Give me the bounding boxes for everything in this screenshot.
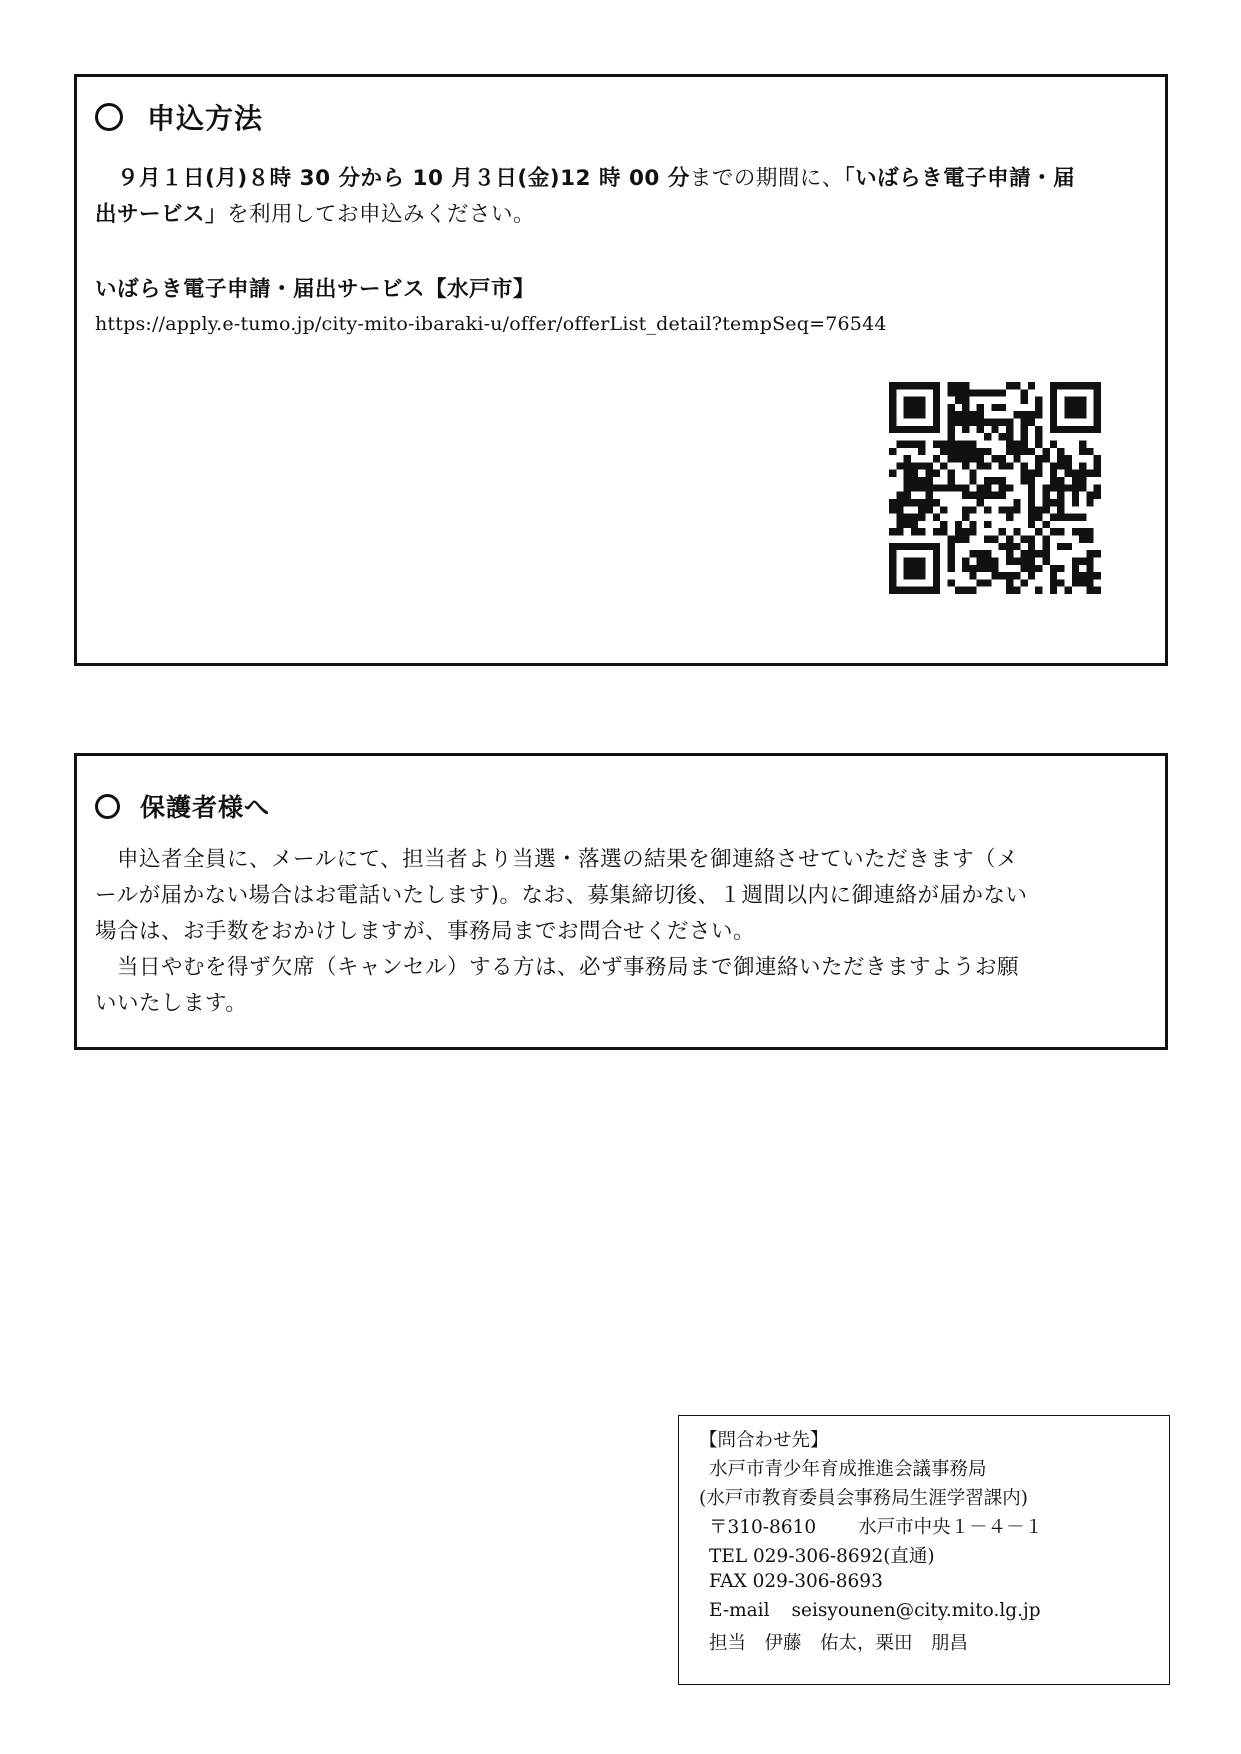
street-address: 水戸市中央１－４－１ — [858, 1517, 1044, 1538]
contact-organization: 水戸市青少年育成推進会議事務局 — [709, 1459, 987, 1480]
contact-department: (水戸市教育委員会事務局生涯学習課内) — [699, 1488, 1028, 1509]
guardian-text-line: ールが届かない場合はお電話いたします)。なお、募集締切後、１週間以内に御連絡が届かない — [95, 883, 1028, 908]
guardian-notice-text — [95, 842, 1157, 1022]
email-link[interactable]: seisyounen@city.mito.lg.jp — [791, 1600, 1041, 1621]
service-title: いばらき電子申請・届出サービス【水戸市】 — [95, 277, 536, 302]
guardian-text-line: 申込者全員に、メールにて、担当者より当選・落選の結果を御連絡させていただきます（メ — [117, 847, 1019, 872]
apply-method-text: ９月１日(月)８時 30 分から 10 月３日(金)12 時 00 分までの期間に、「いばらき電子申請・届 出サービス」を利用してお申込みください。 — [95, 166, 1076, 227]
email-label: E-mail — [709, 1600, 770, 1621]
guardian-text-line: 当日やむを得ず欠席（キャンセル）する方は、必ず事務局まで御連絡いただきますようお願 — [117, 955, 1020, 980]
postal-code: 〒310-8610 — [709, 1517, 817, 1538]
contact-info-box — [678, 1415, 1170, 1685]
guardian-notice-section — [74, 753, 1168, 1050]
guardian-notice-heading: 保護者様へ — [95, 788, 270, 824]
guardian-text-line: いいたします。 — [95, 991, 248, 1016]
contact-postal-address — [709, 1513, 1043, 1539]
contact-staff: 担当 伊藤 佑太，栗田 朋昌 — [709, 1633, 969, 1654]
contact-email — [709, 1600, 1041, 1621]
contact-fax: FAX 029-306-8693 — [709, 1571, 883, 1592]
circle-bullet-icon — [95, 103, 123, 131]
apply-method-heading: 申込方法 — [95, 97, 263, 137]
qr-code-icon[interactable] — [889, 382, 1101, 594]
circle-bullet-icon — [95, 794, 120, 819]
contact-title: 【問合わせ先】 — [699, 1430, 829, 1451]
guardian-text-line: 場合は、お手数をおかけしますが、事務局までお問合せください。 — [95, 919, 756, 944]
contact-tel: TEL 029-306-8692(直通) — [709, 1546, 935, 1567]
apply-method-section — [74, 74, 1168, 666]
application-url-link[interactable]: https://apply.e-tumo.jp/city-mito-ibaraki-u/offer/offerList_detail?tempSeq=76544 — [95, 313, 887, 335]
